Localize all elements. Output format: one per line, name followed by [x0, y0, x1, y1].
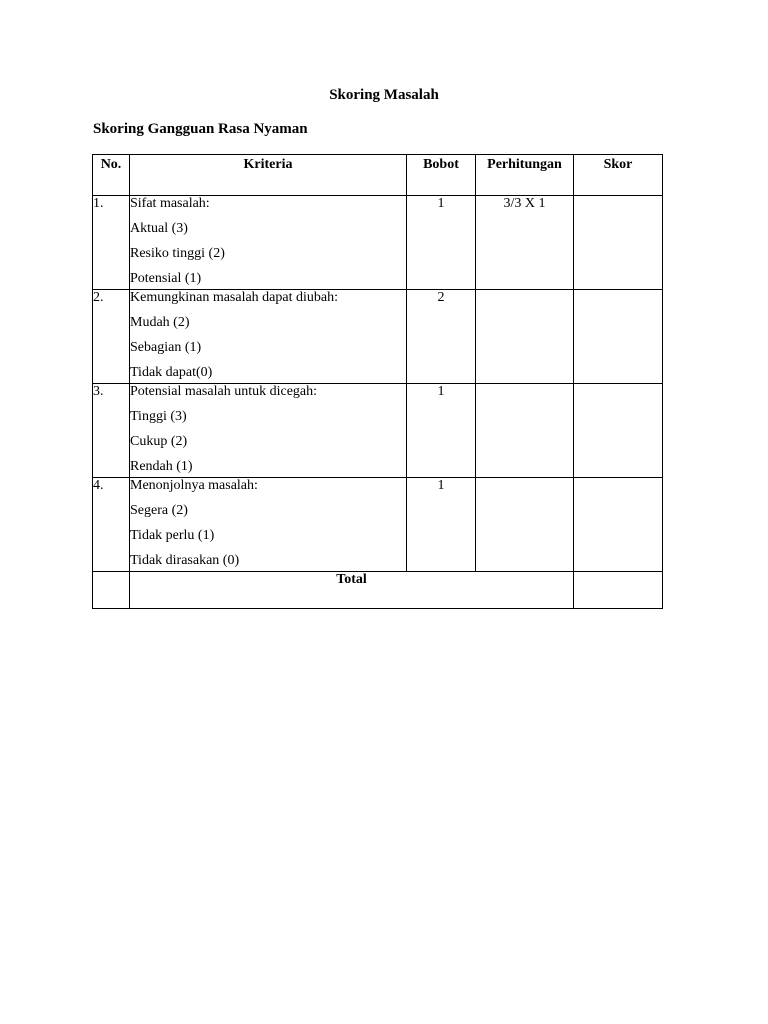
cell-no: 3. — [93, 384, 130, 478]
cell-perhitungan: 3/3 X 1 — [476, 196, 574, 290]
header-perhitungan: Perhitungan — [476, 155, 574, 196]
table-header-row — [93, 155, 663, 196]
kriteria-option: Aktual (3) — [130, 221, 188, 236]
cell-perhitungan — [476, 478, 574, 572]
total-row — [93, 572, 663, 609]
total-skor-cell — [574, 572, 663, 609]
cell-kriteria — [130, 290, 407, 384]
header-kriteria: Kriteria — [130, 155, 407, 196]
kriteria-option: Tidak dapat(0) — [130, 365, 213, 380]
kriteria-heading: Menonjolnya masalah: — [130, 478, 258, 493]
scoring-table — [92, 154, 663, 609]
header-no: No. — [93, 155, 130, 196]
cell-skor — [574, 384, 663, 478]
table-row — [93, 478, 663, 572]
cell-skor — [574, 196, 663, 290]
kriteria-option: Potensial (1) — [130, 271, 202, 286]
kriteria-heading: Potensial masalah untuk dicegah: — [130, 384, 318, 399]
header-bobot: Bobot — [407, 155, 476, 196]
kriteria-heading: Sifat masalah: — [130, 196, 210, 211]
kriteria-option: Tidak dirasakan (0) — [130, 553, 240, 568]
cell-bobot: 1 — [407, 196, 476, 290]
table-row — [93, 290, 663, 384]
section-subtitle: Skoring Gangguan Rasa Nyaman — [93, 121, 308, 137]
table-row — [93, 196, 663, 290]
cell-perhitungan — [476, 290, 574, 384]
document-title: Skoring Masalah — [329, 87, 439, 103]
cell-skor — [574, 290, 663, 384]
cell-bobot: 1 — [407, 478, 476, 572]
cell-bobot: 1 — [407, 384, 476, 478]
total-empty-cell — [93, 572, 130, 609]
kriteria-option: Rendah (1) — [130, 459, 193, 474]
kriteria-heading: Kemungkinan masalah dapat diubah: — [130, 290, 338, 305]
cell-no: 4. — [93, 478, 130, 572]
kriteria-option: Mudah (2) — [130, 315, 190, 330]
cell-skor — [574, 478, 663, 572]
cell-no: 2. — [93, 290, 130, 384]
cell-kriteria — [130, 478, 407, 572]
kriteria-option: Tidak perlu (1) — [130, 528, 215, 543]
cell-bobot: 2 — [407, 290, 476, 384]
cell-perhitungan — [476, 384, 574, 478]
kriteria-option: Segera (2) — [130, 503, 188, 518]
cell-no: 1. — [93, 196, 130, 290]
total-label: Total — [130, 572, 574, 609]
kriteria-option: Resiko tinggi (2) — [130, 246, 225, 261]
header-skor: Skor — [574, 155, 663, 196]
kriteria-option: Cukup (2) — [130, 434, 188, 449]
table-row — [93, 384, 663, 478]
kriteria-option: Sebagian (1) — [130, 340, 202, 355]
cell-kriteria — [130, 384, 407, 478]
kriteria-option: Tinggi (3) — [130, 409, 187, 424]
cell-kriteria — [130, 196, 407, 290]
